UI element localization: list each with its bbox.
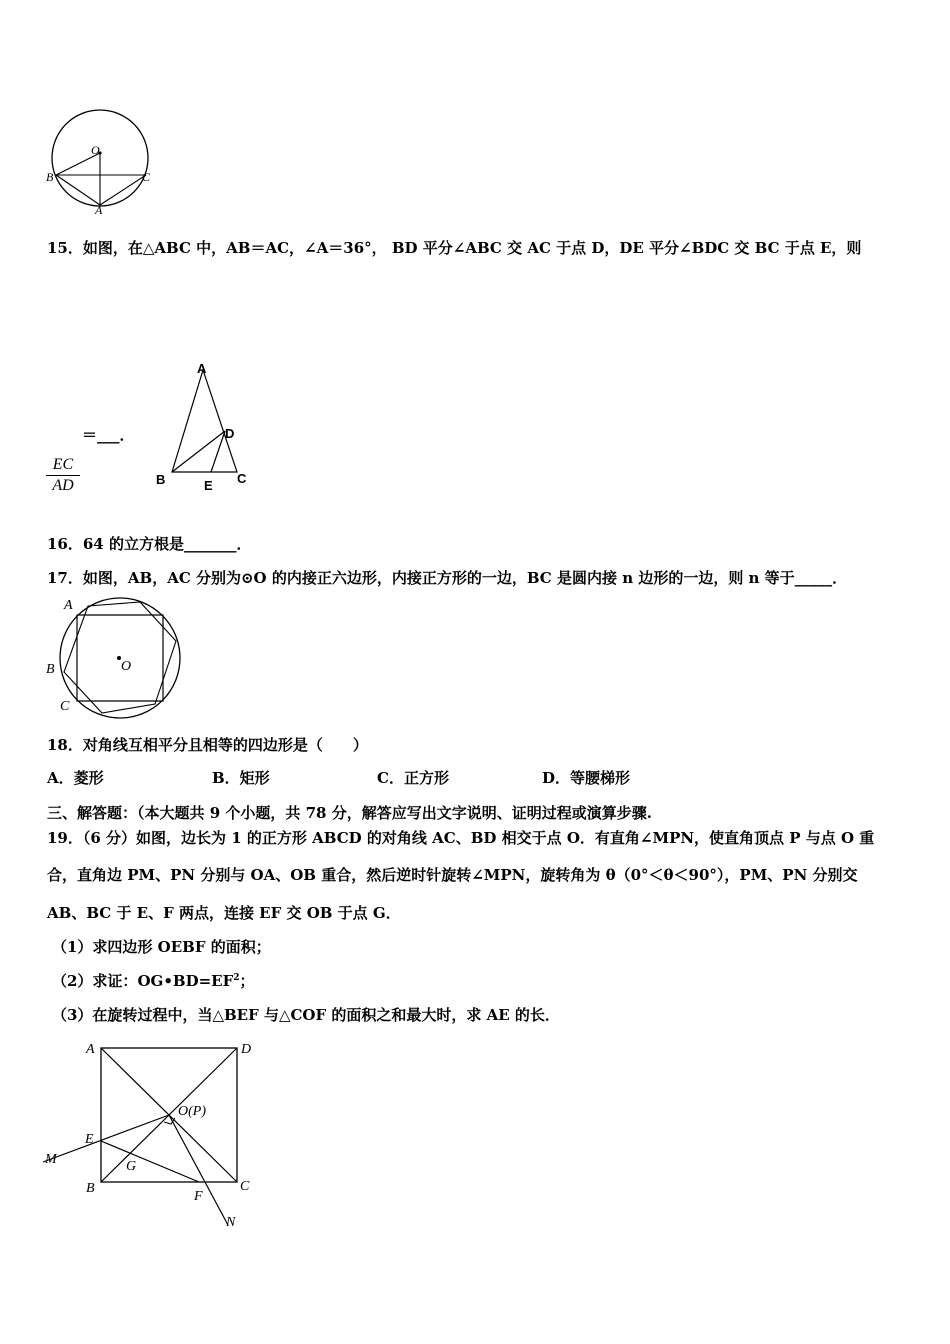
circle-figure-q14 [44,105,164,220]
label-F: F [194,1189,203,1204]
question-18-options [47,767,707,788]
option-d: D．等腰梯形 [542,769,631,787]
label-N: N [226,1215,236,1230]
label-A: A [95,203,103,217]
inscribed-polygons-figure-q17 [44,595,184,720]
label-A: A [86,1042,95,1057]
question-19-part-3: （3）在旋转过程中，当△BEF 与△COF 的面积之和最大时，求 AE 的长． [52,1006,560,1024]
question-17-text: 17．如图，AB，AC 分别为⊙O 的内接正六边形，内接正方形的一边，BC 是圆内接 n 边形的一边，则 n 等于_____． [47,569,848,587]
label-O: O [91,143,100,157]
label-B: B [46,662,55,677]
option-a: A．菱形 [47,769,104,787]
question-15-text: 15．如图，在△ABC 中，AB＝AC，∠A＝36°， BD 平分∠ABC 交 AC 于点 D，DE 平分∠BDC 交 BC 于点 E，则 [47,239,862,257]
question-16-text: 16．64 的立方根是_______． [47,535,252,553]
question-18-text: 18．对角线互相平分且相等的四边形是（ ） [47,736,368,754]
part-2-text: （2）求证：OG•BD=EF [52,972,234,990]
label-C: C [142,170,151,184]
label-B: B [46,170,54,184]
label-B: B [156,472,166,487]
label-O: O [121,659,132,674]
question-19-part-1: （1）求四边形 OEBF 的面积； [52,938,271,956]
question-19-line-1: 19．（6 分）如图，边长为 1 的正方形 ABCD 的对角线 AC、BD 相交于点 O．有直角∠MPN，使直角顶点 P 与点 O 重 [47,829,875,847]
option-b: B．矩形 [212,769,270,787]
part-2-exponent: 2 [233,973,240,983]
label-C: C [240,1179,250,1194]
fraction-ec-over-ad [46,456,80,495]
question-19-line-3: AB、BC 于 E、F 两点，连接 EF 交 OB 于点 G． [47,904,401,922]
label-D: D [241,1042,252,1057]
label-B: B [86,1181,95,1196]
label-E: E [85,1132,94,1147]
label-M: M [45,1152,57,1167]
triangle-figure-q15 [150,360,260,495]
option-c: C．正方形 [377,769,449,787]
square-rotation-figure-q19 [40,1035,270,1235]
fraction-numerator: EC [52,456,74,473]
label-A: A [64,598,73,613]
question-19-line-2: 合，直角边 PM、PN 分别与 OA、OB 重合，然后逆时针旋转∠MPN，旋转角为 θ（0°＜θ＜90°），PM、PN 分别交 [47,866,858,884]
fraction-denominator: AD [52,477,74,494]
label-C: C [60,699,70,714]
label-A: A [197,361,207,376]
section-3-heading: 三、解答题：（本大题共 9 个小题，共 78 分，解答应写出文字说明、证明过程或演算步骤. [47,804,652,822]
question-15-answer-blank: ＝___． [82,426,135,444]
label-G: G [126,1159,137,1174]
label-O-P: O(P) [178,1104,206,1119]
part-2-end: ； [239,972,255,990]
label-C: C [237,471,247,486]
question-19-part-2 [52,970,255,991]
label-D: D [225,426,235,441]
label-E: E [204,478,213,493]
